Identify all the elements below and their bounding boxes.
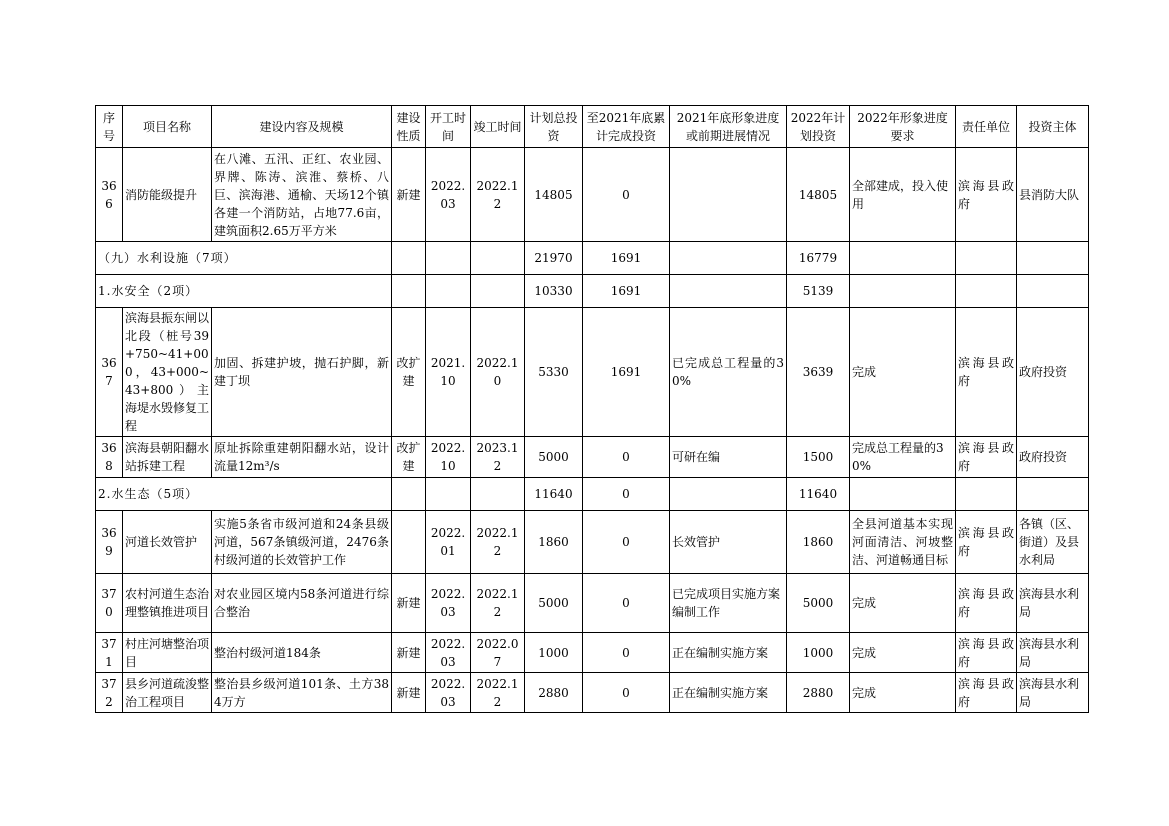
- project-nature: 新建: [392, 633, 426, 673]
- requirement-2022: 完成: [850, 633, 956, 673]
- end-date: 2022.10: [471, 308, 525, 437]
- header-cell: 2021年底形象进度或前期进展情况: [670, 106, 787, 148]
- row-number: 372: [96, 673, 123, 713]
- section-done-2021: 0: [583, 478, 670, 511]
- done-2021: 0: [583, 633, 670, 673]
- responsible-unit: 滨海县政府: [956, 148, 1017, 242]
- done-2021: 0: [583, 148, 670, 242]
- table-row: [96, 673, 1089, 713]
- row-number: 369: [96, 511, 123, 574]
- section-label: 2.水生态（5项）: [96, 478, 392, 511]
- plan-2022: 3639: [787, 308, 850, 437]
- investor: 政府投资: [1017, 437, 1089, 478]
- project-content: 加固、拆建护坡，抛石护脚，新建丁坝: [212, 308, 392, 437]
- section-plan-2022: 5139: [787, 275, 850, 308]
- row-number: 370: [96, 574, 123, 633]
- section-row: [96, 275, 1089, 308]
- start-date: 2022.03: [426, 633, 471, 673]
- section-total: 21970: [525, 242, 583, 275]
- section-done-2021: 1691: [583, 275, 670, 308]
- project-content: 整治县乡级河道101条、土方384万方: [212, 673, 392, 713]
- plan-2022: 14805: [787, 148, 850, 242]
- total-investment: 2880: [525, 673, 583, 713]
- responsible-unit: 滨海县政府: [956, 574, 1017, 633]
- requirement-2022: 完成: [850, 673, 956, 713]
- done-2021: 1691: [583, 308, 670, 437]
- start-date: 2022.03: [426, 148, 471, 242]
- project-nature: 新建: [392, 148, 426, 242]
- start-date: 2022.01: [426, 511, 471, 574]
- row-number: 366: [96, 148, 123, 242]
- table-row: [96, 574, 1089, 633]
- responsible-unit: 滨海县政府: [956, 511, 1017, 574]
- row-number: 371: [96, 633, 123, 673]
- project-content: 原址拆除重建朝阳翻水站，设计流量12m³/s: [212, 437, 392, 478]
- table-row: [96, 308, 1089, 437]
- project-name: 村庄河塘整治项目: [123, 633, 212, 673]
- end-date: 2022.12: [471, 673, 525, 713]
- section-done-2021: 1691: [583, 242, 670, 275]
- project-nature: [392, 511, 426, 574]
- responsible-unit: 滨海县政府: [956, 308, 1017, 437]
- section-total: 10330: [525, 275, 583, 308]
- total-investment: 5000: [525, 574, 583, 633]
- project-name: 消防能级提升: [123, 148, 212, 242]
- header-cell: 2022年形象进度要求: [850, 106, 956, 148]
- plan-2022: 5000: [787, 574, 850, 633]
- requirement-2022: 完成: [850, 574, 956, 633]
- project-nature: 改扩建: [392, 437, 426, 478]
- header-cell: 责任单位: [956, 106, 1017, 148]
- progress-2021: 已完成项目实施方案编制工作: [670, 574, 787, 633]
- end-date: 2022.12: [471, 148, 525, 242]
- header-cell: 开工时间: [426, 106, 471, 148]
- row-number: 368: [96, 437, 123, 478]
- requirement-2022: 完成总工程量的30%: [850, 437, 956, 478]
- section-row: [96, 242, 1089, 275]
- end-date: 2023.12: [471, 437, 525, 478]
- plan-2022: 1860: [787, 511, 850, 574]
- project-name: 农村河道生态治理整镇推进项目: [123, 574, 212, 633]
- header-cell: 2022年计划投资: [787, 106, 850, 148]
- total-investment: 1860: [525, 511, 583, 574]
- total-investment: 5000: [525, 437, 583, 478]
- progress-2021: 可研在编: [670, 437, 787, 478]
- start-date: 2022.03: [426, 673, 471, 713]
- responsible-unit: 滨海县政府: [956, 673, 1017, 713]
- requirement-2022: 全部建成，投入使用: [850, 148, 956, 242]
- start-date: 2022.03: [426, 574, 471, 633]
- end-date: 2022.12: [471, 574, 525, 633]
- project-content: 实施5条省市级河道和24条县级河道，567条镇级河道，2476条村级河道的长效管护工作: [212, 511, 392, 574]
- header-row: [96, 106, 1089, 148]
- progress-2021: 长效管护: [670, 511, 787, 574]
- project-nature: 新建: [392, 673, 426, 713]
- done-2021: 0: [583, 673, 670, 713]
- investor: 政府投资: [1017, 308, 1089, 437]
- section-plan-2022: 16779: [787, 242, 850, 275]
- investor: 滨海县水利局: [1017, 574, 1089, 633]
- start-date: 2021.10: [426, 308, 471, 437]
- progress-2021: [670, 148, 787, 242]
- investor: 各镇（区、街道）及县水利局: [1017, 511, 1089, 574]
- project-name: 河道长效管护: [123, 511, 212, 574]
- header-cell: 建设内容及规模: [212, 106, 392, 148]
- responsible-unit: 滨海县政府: [956, 633, 1017, 673]
- header-cell: 投资主体: [1017, 106, 1089, 148]
- section-row: [96, 478, 1089, 511]
- project-name: 县乡河道疏浚整治工程项目: [123, 673, 212, 713]
- plan-2022: 1500: [787, 437, 850, 478]
- total-investment: 14805: [525, 148, 583, 242]
- plan-2022: 2880: [787, 673, 850, 713]
- total-investment: 5330: [525, 308, 583, 437]
- table-row: [96, 511, 1089, 574]
- project-content: 在八滩、五汛、正红、农业园、界牌、陈涛、滨淮、蔡桥、八巨、滨海港、通榆、天场12个镇各建一个消防站，占地77.6亩，建筑面积2.65万平方米: [212, 148, 392, 242]
- section-plan-2022: 11640: [787, 478, 850, 511]
- requirement-2022: 完成: [850, 308, 956, 437]
- row-number: 367: [96, 308, 123, 437]
- header-cell: 序号: [96, 106, 123, 148]
- section-total: 11640: [525, 478, 583, 511]
- done-2021: 0: [583, 574, 670, 633]
- end-date: 2022.07: [471, 633, 525, 673]
- table-row: [96, 437, 1089, 478]
- project-table: [95, 105, 1089, 713]
- header-cell: 至2021年底累计完成投资: [583, 106, 670, 148]
- project-content: 对农业园区境内58条河道进行综合整治: [212, 574, 392, 633]
- project-nature: 改扩建: [392, 308, 426, 437]
- requirement-2022: 全县河道基本实现河面清洁、河坡整洁、河道畅通目标: [850, 511, 956, 574]
- investor: 县消防大队: [1017, 148, 1089, 242]
- done-2021: 0: [583, 437, 670, 478]
- project-name: 滨海县朝阳翻水站拆建工程: [123, 437, 212, 478]
- investor: 滨海县水利局: [1017, 633, 1089, 673]
- plan-2022: 1000: [787, 633, 850, 673]
- project-name: 滨海县振东闸以北段（桩号39+750~41+000，43+000~43+800）主海堤水毁修复工程: [123, 308, 212, 437]
- done-2021: 0: [583, 511, 670, 574]
- end-date: 2022.12: [471, 511, 525, 574]
- investor: 滨海县水利局: [1017, 673, 1089, 713]
- section-label: （九）水利设施（7项）: [96, 242, 392, 275]
- progress-2021: 正在编制实施方案: [670, 633, 787, 673]
- header-cell: 建设性质: [392, 106, 426, 148]
- start-date: 2022.10: [426, 437, 471, 478]
- table-row: [96, 633, 1089, 673]
- progress-2021: 正在编制实施方案: [670, 673, 787, 713]
- header-cell: 竣工时间: [471, 106, 525, 148]
- project-nature: 新建: [392, 574, 426, 633]
- header-cell: 项目名称: [123, 106, 212, 148]
- progress-2021: 已完成总工程量的30%: [670, 308, 787, 437]
- total-investment: 1000: [525, 633, 583, 673]
- responsible-unit: 滨海县政府: [956, 437, 1017, 478]
- section-label: 1.水安全（2项）: [96, 275, 392, 308]
- header-cell: 计划总投资: [525, 106, 583, 148]
- table-row: [96, 148, 1089, 242]
- project-content: 整治村级河道184条: [212, 633, 392, 673]
